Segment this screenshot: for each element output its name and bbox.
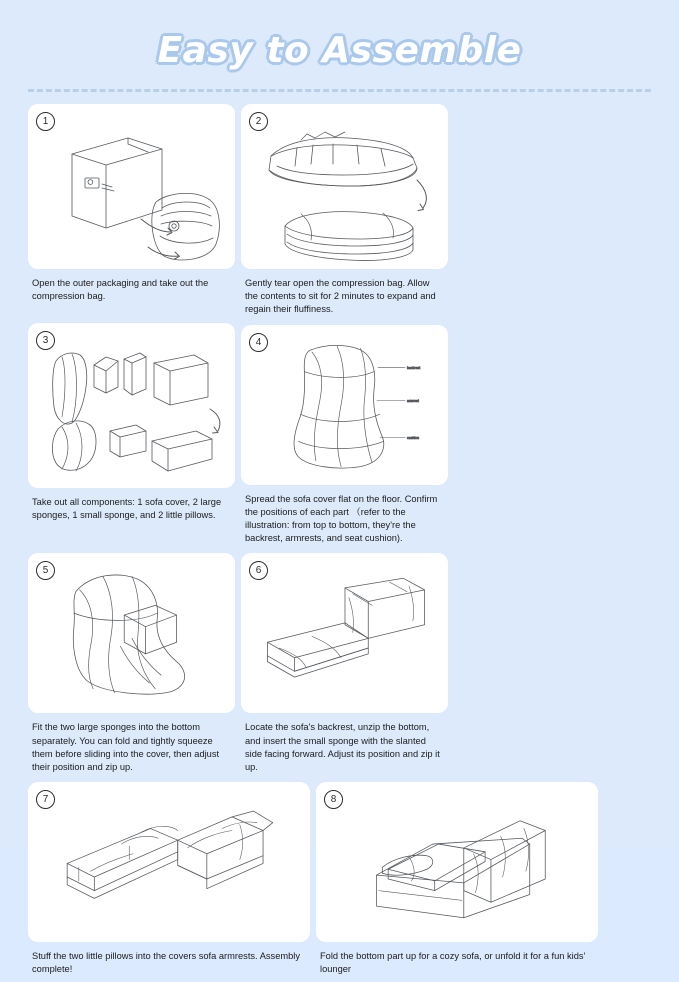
step-5-number: 5 <box>36 561 55 580</box>
step-2-caption: Gently tear open the compression bag. Allow the contents to sit for 2 minutes to expand and regain their fluffiness. <box>245 278 436 315</box>
step-6-illustration <box>241 553 448 713</box>
step-3-illustration <box>28 323 235 488</box>
step-1-number: 1 <box>36 112 55 131</box>
step-7-number: 7 <box>36 790 55 809</box>
step-8-illustration <box>316 782 598 942</box>
step-2-art <box>241 104 448 269</box>
step-5-illustration <box>28 553 235 713</box>
step-3-art <box>28 323 235 488</box>
step-8-number: 8 <box>324 790 343 809</box>
step-3-number: 3 <box>36 331 55 350</box>
step-2 <box>241 104 448 317</box>
step-8 <box>316 782 598 976</box>
step-2-illustration <box>241 104 448 269</box>
step-8-art <box>316 782 598 942</box>
step-6-caption: Locate the sofa's backrest, unzip the bottom, and insert the small sponge with the slanted side facing forward. Adjust its position and zip it up. <box>245 722 440 772</box>
step-3-caption: Take out all components: 1 sofa cover, 2 large sponges, 1 small sponge, and 2 little pillows. <box>32 496 222 520</box>
header-divider <box>28 89 651 92</box>
step-7 <box>28 782 310 976</box>
step-6 <box>241 553 448 774</box>
step-7-illustration <box>28 782 310 942</box>
step-4 <box>241 325 448 546</box>
step-4-art <box>241 325 448 485</box>
svg-text:armrest: armrest <box>407 398 419 403</box>
step-4-caption: Spread the sofa cover flat on the floor. Confirm the positions of each part （refer to the illustration: from top to bottom, they're the backrest, armrests, and seat cushion). <box>245 493 438 544</box>
step-4-number: 4 <box>249 333 268 352</box>
step-5-art <box>28 553 235 713</box>
step-3 <box>28 323 235 546</box>
step-5 <box>28 553 235 774</box>
step-8-caption: Fold the bottom part up for a cozy sofa, or unfold it for a fun kids' lounger <box>320 951 586 975</box>
steps-grid <box>28 104 651 982</box>
step-7-caption: Stuff the two little pillows into the covers sofa armrests. Assembly complete! <box>32 951 300 975</box>
step-1 <box>28 104 235 317</box>
svg-text:cushion: cushion <box>407 435 420 440</box>
step-1-art <box>28 104 235 269</box>
step-1-caption: Open the outer packaging and take out the compression bag. <box>32 278 209 302</box>
step-1-illustration <box>28 104 235 269</box>
svg-text:backrest: backrest <box>407 365 421 370</box>
step-6-number: 6 <box>249 561 268 580</box>
step-2-number: 2 <box>249 112 268 131</box>
page-title: Easy to Assemble <box>157 30 522 71</box>
step-4-illustration <box>241 325 448 485</box>
step-7-art <box>28 782 310 942</box>
step-5-caption: Fit the two large sponges into the bottom separately. You can fold and tightly squeeze them before sliding into the cover, then adjust their position and zip up. <box>32 722 220 772</box>
step-6-art <box>241 553 448 713</box>
